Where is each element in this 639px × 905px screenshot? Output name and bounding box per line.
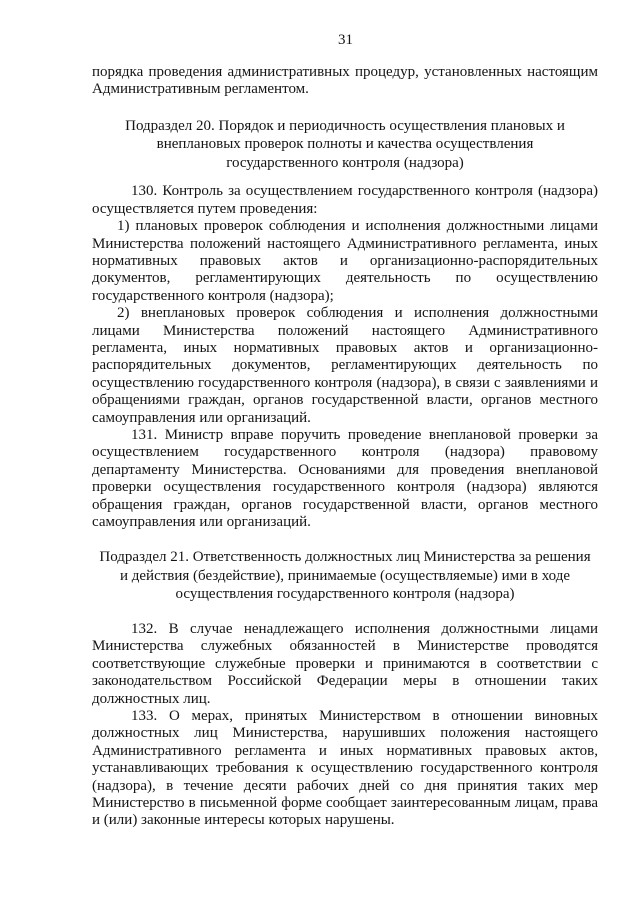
paragraph-131: 131. Министр вправе поручить проведение внеплановой проверки за осуществлением государственного контроля (надзора) правовому департаменту Министерства. Основаниями для проведения внеплановой проверки осуществления государственного контроля (надзора) являются обращения граждан, органов государственной власти, органов местного самоуправления или организаций. — [92, 427, 598, 531]
heading-line: Подраздел 21. Ответственность должностных лиц Министерства за решения — [99, 549, 591, 566]
heading-line: государственного контроля (надзора) — [226, 154, 464, 171]
heading-line: осуществления государственного контроля (надзора) — [175, 586, 515, 603]
heading-line: Подраздел 20. Порядок и периодичность осуществления плановых и — [125, 117, 565, 134]
paragraph-130-item-2: 2) внеплановых проверок соблюдения и исполнения должностными лицами Министерства положений настоящего Административного регламента, иных нормативных правовых актов и организационно-распорядительных документов, регламентирующих деятельность по осуществлению государственного контроля (надзора), в связи с заявлениями и обращениями граждан, органов государственной власти, органов местного самоуправления или организаций. — [92, 305, 598, 426]
paragraph-continuation: порядка проведения административных процедур, установленных настоящим Административным регламентом. — [92, 64, 598, 98]
section-heading-21 — [92, 548, 598, 604]
section-heading-20 — [92, 117, 598, 173]
paragraph-133: 133. О мерах, принятых Министерством в отношении виновных должностных лиц Министерства, нарушивших положения настоящего Административного регламента и иных нормативных правовых актов, устанавливающих требования к осуществлению государственного контроля (надзора), в течение десяти рабочих дней со дня принятия таких мер Министерство в письменной форме сообщает заинтересованным лицам, права и (или) законные интересы которых нарушены. — [92, 707, 598, 829]
paragraph-132: 132. В случае ненадлежащего исполнения должностными лицами Министерства служебных обязанностей в Министерстве проводятся соответствующие служебные проверки и принимаются в соответствии с законодательством Российской Федерации меры в отношении таких должностных лиц. — [92, 620, 598, 707]
heading-line: внеплановых проверок полноты и качества осуществления — [156, 136, 534, 153]
page-body — [92, 64, 598, 830]
paragraph-130-item-1: 1) плановых проверок соблюдения и исполнения должностными лицами Министерства положений настоящего Административного регламента, иных нормативных правовых актов и организационно-распорядительных документов, регламентирующих деятельность по осуществлению государственного контроля (надзора); — [92, 218, 598, 304]
paragraph-130: 130. Контроль за осуществлением государственного контроля (надзора) осуществляется путем проведения: — [92, 183, 598, 217]
heading-line: и действия (бездействие), принимаемые (осуществляемые) ими в ходе — [119, 567, 570, 584]
page-number: 31 — [338, 32, 353, 48]
